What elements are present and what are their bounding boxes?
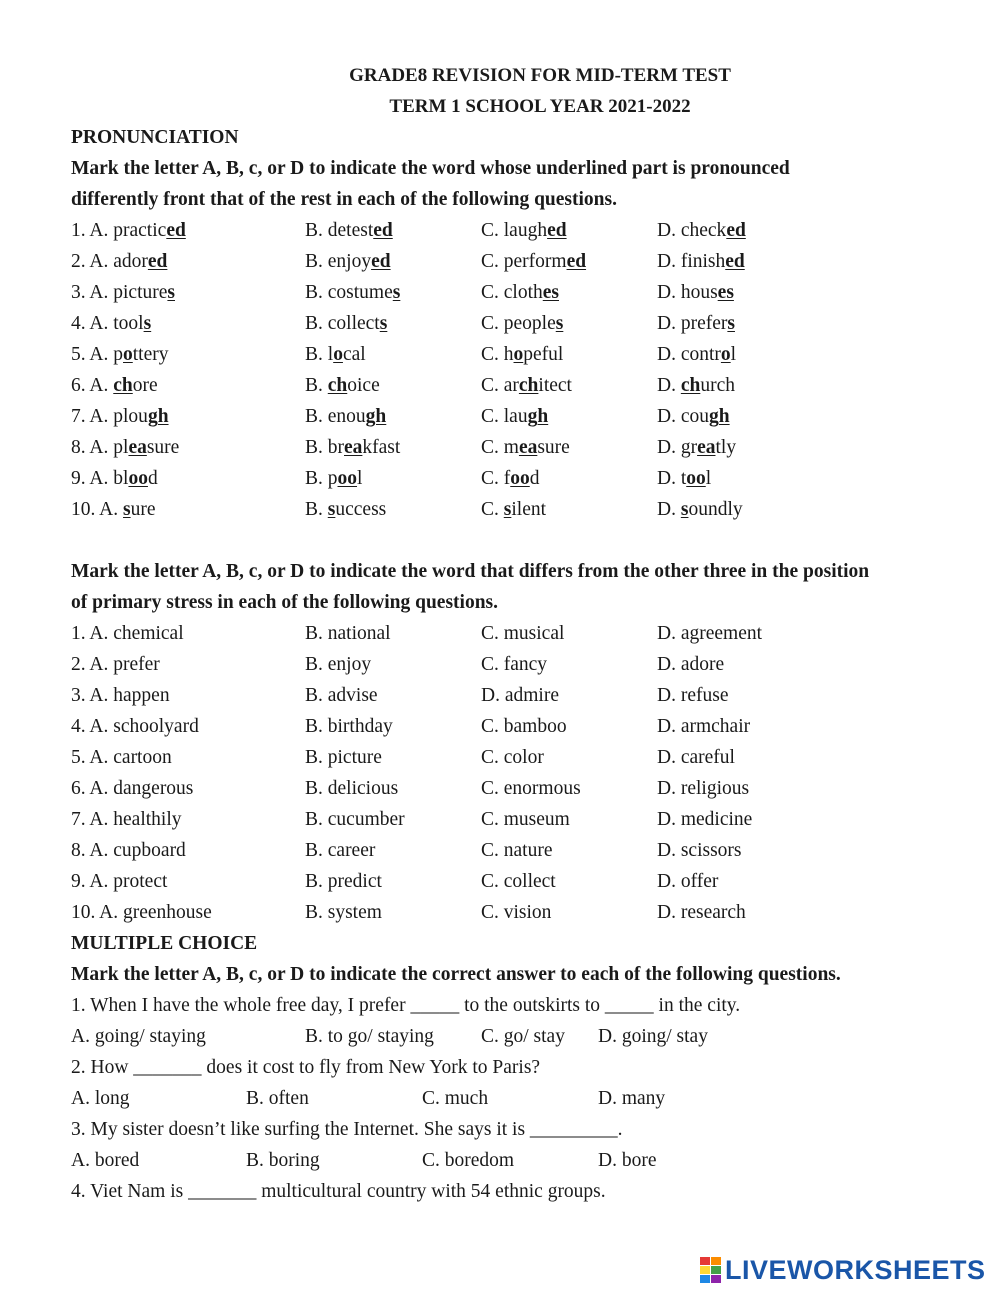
pronunciation-option: 7. A. plough — [71, 406, 169, 427]
title-line-1: GRADE8 REVISION FOR MID-TERM TEST — [349, 65, 731, 86]
mc-option: B. boring — [246, 1150, 320, 1171]
stress-option: C. color — [481, 747, 544, 768]
pronunciation-question — [71, 277, 951, 308]
mc-option: A. bored — [71, 1150, 140, 1171]
mc-option: D. bore — [598, 1150, 657, 1171]
stress-instruction-1: Mark the letter A, B, c, or D to indicate the word that differs from the other three in the position — [71, 561, 870, 582]
pronunciation-option: D. control — [657, 344, 737, 365]
mc-option: C. boredom — [422, 1150, 515, 1171]
pronunciation-option: B. choice — [305, 375, 380, 396]
stress-option: 2. A. prefer — [71, 654, 160, 675]
stress-question — [71, 742, 951, 773]
stress-option: D. refuse — [657, 685, 729, 706]
pronunciation-question — [71, 370, 951, 401]
mc-option: A. going/ staying — [71, 1026, 206, 1047]
mc-question-2: 2. How _______ does it cost to fly from New York to Paris? — [71, 1057, 541, 1078]
pronunciation-option: D. houses — [657, 282, 734, 303]
mc-option: A. long — [71, 1088, 130, 1109]
pronunciation-option: B. success — [305, 499, 387, 520]
stress-option: B. picture — [305, 747, 382, 768]
pronunciation-option: B. breakfast — [305, 437, 401, 458]
pronunciation-option: 2. A. adored — [71, 251, 168, 272]
mc-question-1-options — [71, 1021, 951, 1052]
pronunciation-heading: PRONUNCIATION — [71, 127, 239, 148]
stress-option: D. careful — [657, 747, 735, 768]
liveworksheets-logo — [700, 1253, 986, 1287]
pronunciation-option: 8. A. pleasure — [71, 437, 180, 458]
stress-option: D. agreement — [657, 623, 763, 644]
stress-option: 6. A. dangerous — [71, 778, 194, 799]
stress-option: D. scissors — [657, 840, 742, 861]
stress-option: C. museum — [481, 809, 570, 830]
stress-question-list — [71, 618, 951, 928]
stress-option: B. predict — [305, 871, 382, 892]
stress-option: C. collect — [481, 871, 556, 892]
stress-option: B. enjoy — [305, 654, 372, 675]
pronunciation-option: C. silent — [481, 499, 547, 520]
stress-question — [71, 649, 951, 680]
pronunciation-question — [71, 494, 951, 525]
logo-block — [711, 1275, 721, 1283]
stress-option: D. adore — [657, 654, 725, 675]
pronunciation-option: C. architect — [481, 375, 572, 396]
pronunciation-instruction-2: differently front that of the rest in each of the following questions. — [71, 189, 617, 210]
pronunciation-option: 5. A. pottery — [71, 344, 169, 365]
pronunciation-option: D. church — [657, 375, 735, 396]
pronunciation-option: B. enjoyed — [305, 251, 391, 272]
liveworksheets-logo-icon — [700, 1257, 722, 1283]
mc-question-3: 3. My sister doesn’t like surfing the Internet. She says it is _________. — [71, 1119, 623, 1140]
stress-option: 10. A. greenhouse — [71, 902, 212, 923]
stress-option: B. birthday — [305, 716, 393, 737]
pronunciation-question — [71, 463, 951, 494]
pronunciation-option: B. local — [305, 344, 366, 365]
stress-option: B. advise — [305, 685, 378, 706]
stress-option: C. fancy — [481, 654, 548, 675]
multiple-choice-heading: MULTIPLE CHOICE — [71, 933, 258, 954]
pronunciation-option: D. checked — [657, 220, 746, 241]
logo-block — [700, 1266, 710, 1274]
stress-option: C. nature — [481, 840, 553, 861]
pronunciation-option: 3. A. pictures — [71, 282, 175, 303]
logo-block — [711, 1257, 721, 1265]
mc-option: D. going/ stay — [598, 1026, 708, 1047]
stress-option: D. offer — [657, 871, 719, 892]
pronunciation-option: D. soundly — [657, 499, 743, 520]
stress-option: C. bamboo — [481, 716, 567, 737]
mc-option: C. much — [422, 1088, 489, 1109]
pronunciation-option: B. enough — [305, 406, 387, 427]
pronunciation-question-list — [71, 215, 951, 525]
logo-block — [711, 1266, 721, 1274]
pronunciation-option: C. laugh — [481, 406, 549, 427]
stress-question — [71, 835, 951, 866]
mc-option: C. go/ stay — [481, 1026, 565, 1047]
pronunciation-question — [71, 339, 951, 370]
pronunciation-option: D. tool — [657, 468, 712, 489]
stress-option: C. enormous — [481, 778, 581, 799]
stress-option: C. musical — [481, 623, 565, 644]
title-line-2: TERM 1 SCHOOL YEAR 2021-2022 — [389, 96, 691, 117]
stress-question — [71, 897, 951, 928]
logo-text: LIVEWORKSHEETS — [725, 1254, 986, 1285]
stress-option: 1. A. chemical — [71, 623, 184, 644]
stress-question — [71, 711, 951, 742]
stress-instruction-2: of primary stress in each of the following questions. — [71, 592, 499, 613]
pronunciation-option: D. finished — [657, 251, 745, 272]
stress-option: 8. A. cupboard — [71, 840, 186, 861]
pronunciation-option: B. pool — [305, 468, 363, 489]
pronunciation-question — [71, 246, 951, 277]
stress-option: 5. A. cartoon — [71, 747, 172, 768]
pronunciation-option: B. costumes — [305, 282, 401, 303]
mc-option: B. often — [246, 1088, 309, 1109]
pronunciation-option: C. food — [481, 468, 540, 489]
pronunciation-option: C. hopeful — [481, 344, 564, 365]
pronunciation-option: C. clothes — [481, 282, 559, 303]
pronunciation-option: B. collects — [305, 313, 388, 334]
mc-question-4: 4. Viet Nam is _______ multicultural country with 54 ethnic groups. — [71, 1181, 606, 1202]
stress-option: D. research — [657, 902, 746, 923]
pronunciation-option: D. prefers — [657, 313, 735, 334]
multiple-choice-instruction: Mark the letter A, B, c, or D to indicate the correct answer to each of the following questions. — [71, 964, 841, 985]
pronunciation-question — [71, 215, 951, 246]
stress-option: C. vision — [481, 902, 552, 923]
stress-option: B. system — [305, 902, 382, 923]
mc-question-3-options — [71, 1145, 951, 1176]
stress-option: B. national — [305, 623, 391, 644]
stress-question — [71, 773, 951, 804]
mc-question-1: 1. When I have the whole free day, I prefer _____ to the outskirts to _____ in the city. — [71, 995, 741, 1016]
pronunciation-option: B. detested — [305, 220, 393, 241]
stress-question — [71, 618, 951, 649]
stress-question — [71, 680, 951, 711]
stress-option: B. cucumber — [305, 809, 405, 830]
stress-option: 9. A. protect — [71, 871, 168, 892]
stress-option: D. medicine — [657, 809, 753, 830]
stress-option: B. delicious — [305, 778, 399, 799]
pronunciation-question — [71, 401, 951, 432]
pronunciation-instruction-1: Mark the letter A, B, c, or D to indicate the word whose underlined part is pronounced — [71, 158, 790, 179]
mc-option: D. many — [598, 1088, 666, 1109]
worksheet-page — [71, 60, 951, 1207]
logo-block — [700, 1257, 710, 1265]
pronunciation-option: 6. A. chore — [71, 375, 158, 396]
stress-option: 3. A. happen — [71, 685, 170, 706]
stress-question — [71, 866, 951, 897]
pronunciation-option: D. cough — [657, 406, 730, 427]
pronunciation-option: C. measure — [481, 437, 570, 458]
pronunciation-question — [71, 308, 951, 339]
stress-question — [71, 804, 951, 835]
stress-option: D. armchair — [657, 716, 751, 737]
logo-block — [700, 1275, 710, 1283]
mc-question-2-options — [71, 1083, 951, 1114]
stress-option: 4. A. schoolyard — [71, 716, 199, 737]
pronunciation-question — [71, 432, 951, 463]
pronunciation-option: 1. A. practiced — [71, 220, 186, 241]
pronunciation-option: C. performed — [481, 251, 587, 272]
pronunciation-option: D. greatly — [657, 437, 737, 458]
pronunciation-option: 10. A. sure — [71, 499, 156, 520]
pronunciation-option: C. peoples — [481, 313, 564, 334]
pronunciation-option: C. laughed — [481, 220, 567, 241]
stress-option: 7. A. healthily — [71, 809, 182, 830]
pronunciation-option: 9. A. blood — [71, 468, 158, 489]
stress-option: D. admire — [481, 685, 559, 706]
pronunciation-option: 4. A. tools — [71, 313, 152, 334]
stress-option: B. career — [305, 840, 376, 861]
stress-option: D. religious — [657, 778, 750, 799]
mc-option: B. to go/ staying — [305, 1026, 434, 1047]
